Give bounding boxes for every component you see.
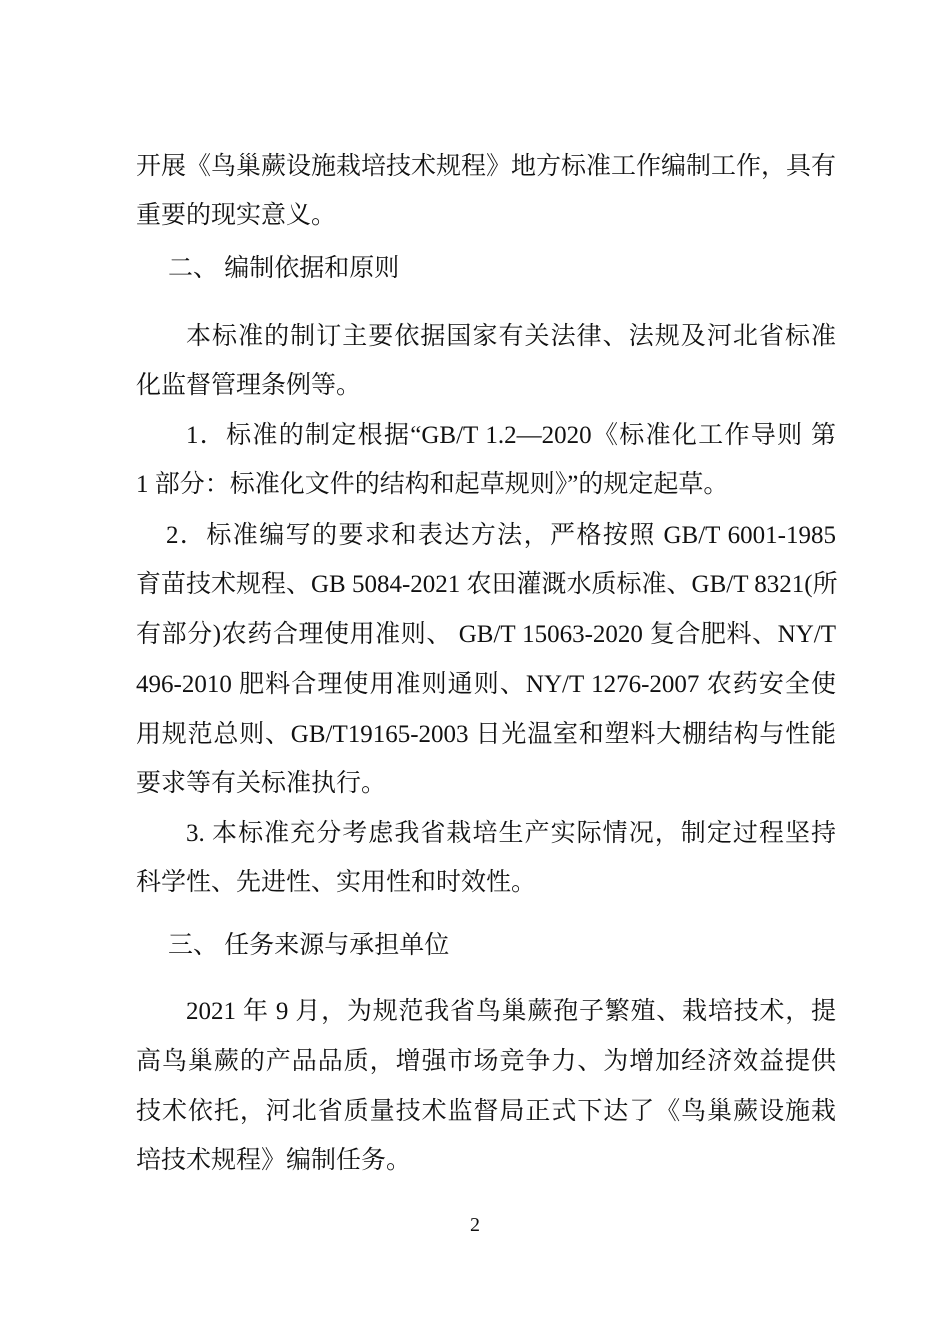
list-item-line: 1．标准的制定根据“GB/T 1.2—2020《标准化工作导则 第: [186, 422, 836, 449]
paragraph-line: 技术依托，河北省质量技术监督局正式下达了《鸟巢蕨设施栽: [136, 1098, 836, 1125]
list-item-line: 3. 本标准充分考虑我省栽培生产实际情况，制定过程坚持: [186, 820, 836, 847]
list-item-line: 2．标准编写的要求和表达方法，严格按照 GB/T 6001-1985: [166, 522, 836, 549]
list-item-line: 要求等有关标准执行。: [136, 770, 387, 797]
paragraph-line: 开展《鸟巢蕨设施栽培技术规程》地方标准工作编制工作，具有: [136, 153, 837, 180]
list-item-line: 育苗技术规程、GB 5084-2021 农田灌溉水质标准、GB/T 8321(所: [136, 571, 838, 598]
paragraph-line: 高鸟巢蕨的产品品质，增强市场竞争力、为增加经济效益提供: [136, 1048, 836, 1075]
paragraph-line: 化监督管理条例等。: [136, 372, 362, 399]
section-heading: 三、 任务来源与承担单位: [168, 932, 450, 959]
paragraph-line: 培技术规程》编制任务。: [136, 1147, 412, 1174]
list-item-line: 用规范总则、GB/T19165-2003 日光温室和塑料大棚结构与性能: [136, 721, 836, 748]
list-item-line: 496-2010 肥料合理使用准则通则、NY/T 1276-2007 农药安全使: [136, 671, 836, 698]
paragraph-line: 本标准的制订主要依据国家有关法律、法规及河北省标准: [186, 323, 836, 350]
section-heading: 二、 编制依据和原则: [168, 255, 400, 282]
paragraph-line: 重要的现实意义。: [136, 202, 337, 229]
page-number: 2: [470, 1214, 480, 1236]
list-item-line: 科学性、先进性、实用性和时效性。: [136, 869, 537, 896]
list-item-line: 1 部分：标准化文件的结构和起草规则》”的规定起草。: [136, 471, 729, 498]
paragraph-line: 2021 年 9 月，为规范我省鸟巢蕨孢子繁殖、栽培技术，提: [186, 998, 836, 1025]
list-item-line: 有部分)农药合理使用准则、 GB/T 15063-2020 复合肥料、NY/T: [136, 621, 836, 648]
